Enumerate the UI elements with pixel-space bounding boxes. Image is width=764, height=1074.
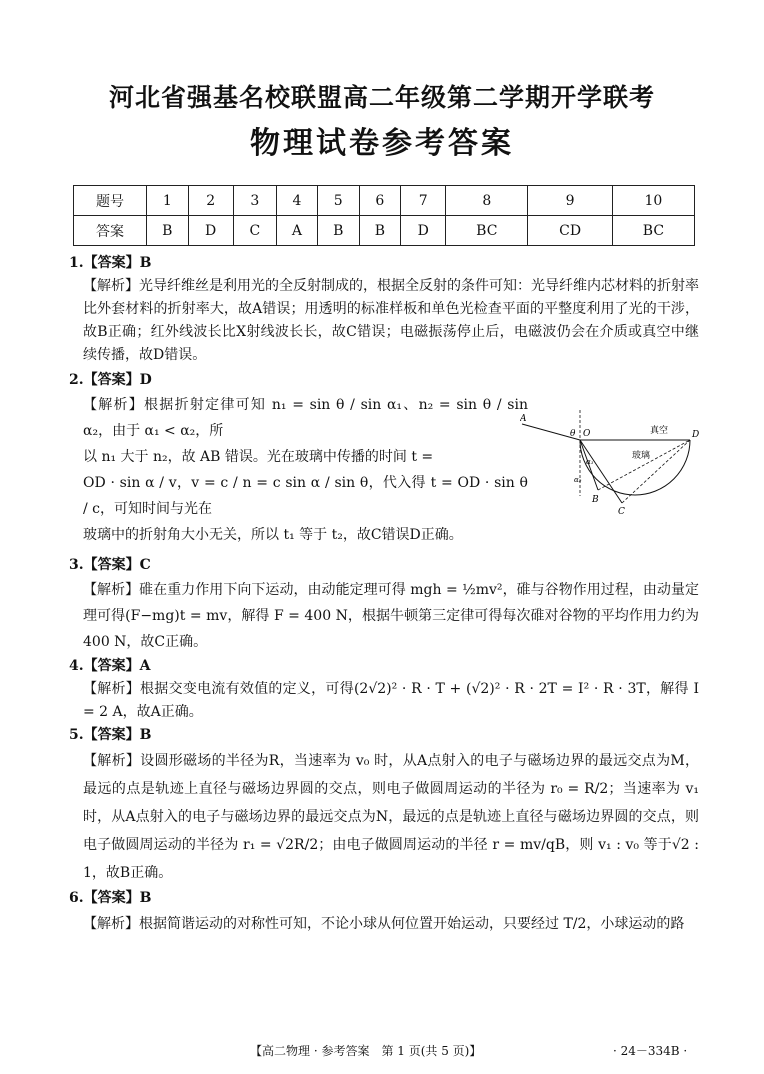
- table-row-answers: [74, 216, 695, 246]
- cell-number: 4: [276, 186, 317, 216]
- ray-to-C: [580, 440, 622, 503]
- page-title: 河北省强基名校联盟高二年级第二学期开学联考: [108, 83, 655, 112]
- refraction-diagram: [520, 404, 700, 514]
- q3-answer: 3.【答案】C: [69, 557, 151, 573]
- cell-number: 7: [401, 186, 446, 216]
- cell-answer: D: [401, 216, 446, 246]
- label-B: B: [592, 495, 599, 505]
- cell-answer: D: [188, 216, 233, 246]
- table-row-numbers: [74, 186, 695, 216]
- cell-number: 8: [446, 186, 528, 216]
- q2-line-3: OD · sin α / v，v = c / n = c sin α / sin θ，代入得 t = OD · sin θ / c，可知时间与光在: [83, 475, 528, 517]
- q4-answer: 4.【答案】A: [69, 658, 151, 674]
- q2-analysis: [83, 392, 528, 548]
- label-vacuum: 真空: [650, 426, 669, 436]
- cell-number: 5: [317, 186, 359, 216]
- row-label-answers: 答案: [74, 216, 147, 246]
- q2-line-2: 以 n₁ 大于 n₂，故 AB 错误。光在玻璃中传播的时间 t =: [83, 449, 434, 465]
- page-footer: 【高二物理 · 参考答案 第 1 页(共 5 页)】: [250, 1044, 482, 1058]
- q3-analysis: 【解析】碓在重力作用下向下运动，由动能定理可得 mgh = ½mv²，碓与谷物作用过程，由动量定理可得(F−mg)t = mv，解得 F = 400 N，根据牛顿第三定律可得每次碓对谷物的平均作用力约为 400 N，故C正确。: [83, 582, 699, 650]
- label-theta: θ: [570, 429, 576, 439]
- label-alpha2: α₂: [574, 476, 582, 484]
- answer-content: [69, 252, 699, 938]
- page-code: · 24－334B ·: [613, 1044, 688, 1058]
- answer-table: [73, 185, 695, 246]
- q6-analysis: 【解析】根据简谐运动的对称性可知，不论小球从何位置开始运动，只要经过 T/2，小球运动的路: [83, 916, 685, 932]
- q2-line-4: 玻璃中的折射角大小无关，所以 t₁ 等于 t₂，故C错误D正确。: [83, 527, 463, 543]
- q5-answer: 5.【答案】B: [69, 727, 152, 743]
- cell-answer: B: [359, 216, 401, 246]
- cell-answer: CD: [528, 216, 613, 246]
- cell-answer: B: [147, 216, 189, 246]
- page-subtitle: 物理试卷参考答案: [250, 126, 514, 161]
- row-label-numbers: 题号: [74, 186, 147, 216]
- q2-line-1: 【解析】根据折射定律可知 n₁ = sin θ / sin α₁、n₂ = sin θ / sin α₂，由于 α₁ < α₂，所: [83, 397, 528, 439]
- label-A: A: [520, 414, 527, 424]
- label-O: O: [583, 429, 591, 439]
- cell-number: 6: [359, 186, 401, 216]
- cell-number: 1: [147, 186, 189, 216]
- cell-answer: B: [317, 216, 359, 246]
- q1-answer: 1.【答案】B: [69, 255, 152, 271]
- label-C: C: [618, 507, 625, 514]
- cell-number: 9: [528, 186, 613, 216]
- q2-answer: 2.【答案】D: [69, 372, 152, 388]
- cell-answer: A: [276, 216, 317, 246]
- cell-answer: BC: [612, 216, 694, 246]
- label-D: D: [692, 430, 700, 440]
- cell-number: 3: [233, 186, 276, 216]
- q5-analysis: 【解析】设圆形磁场的半径为R，当速率为 v₀ 时，从A点射入的电子与磁场边界的最远交点为M，最远的点是轨迹上直径与磁场边界圆的交点，则电子做圆周运动的半径为 r₀ = R/2；当速率为 v₁ 时，从A点射入的电子与磁场边界的最远交点为N，最远的点是轨迹上直径与磁场边界圆的交点，则电子做圆周运动的半径为 r₁ = √2R/2；由电子做圆周运动的半径 r = mv/qB，则 v₁ : v₀ 等于√2 : 1，故B正确。: [83, 753, 699, 881]
- q1-analysis: 【解析】光导纤维丝是利用光的全反射制成的，根据全反射的条件可知：光导纤维内芯材料的折射率比外套材料的折射率大，故A错误；用透明的标准样板和单色光检查平面的平整度利用了光的干涉，故B正确；红外线波长比X射线波长长，故C错误；电磁振荡停止后，电磁波仍会在介质或真空中继续传播，故D错误。: [83, 278, 699, 363]
- label-alpha1: α₁: [586, 458, 594, 466]
- cell-answer: C: [233, 216, 276, 246]
- q6-answer: 6.【答案】B: [69, 890, 152, 906]
- q4-analysis: 【解析】根据交变电流有效值的定义，可得(2√2)² · R · T + (√2)² · R · 2T = I² · R · 3T，解得 I = 2 A，故A正确。: [83, 681, 699, 720]
- cell-answer: BC: [446, 216, 528, 246]
- cell-number: 10: [612, 186, 694, 216]
- cell-number: 2: [188, 186, 233, 216]
- label-glass: 玻璃: [632, 451, 651, 461]
